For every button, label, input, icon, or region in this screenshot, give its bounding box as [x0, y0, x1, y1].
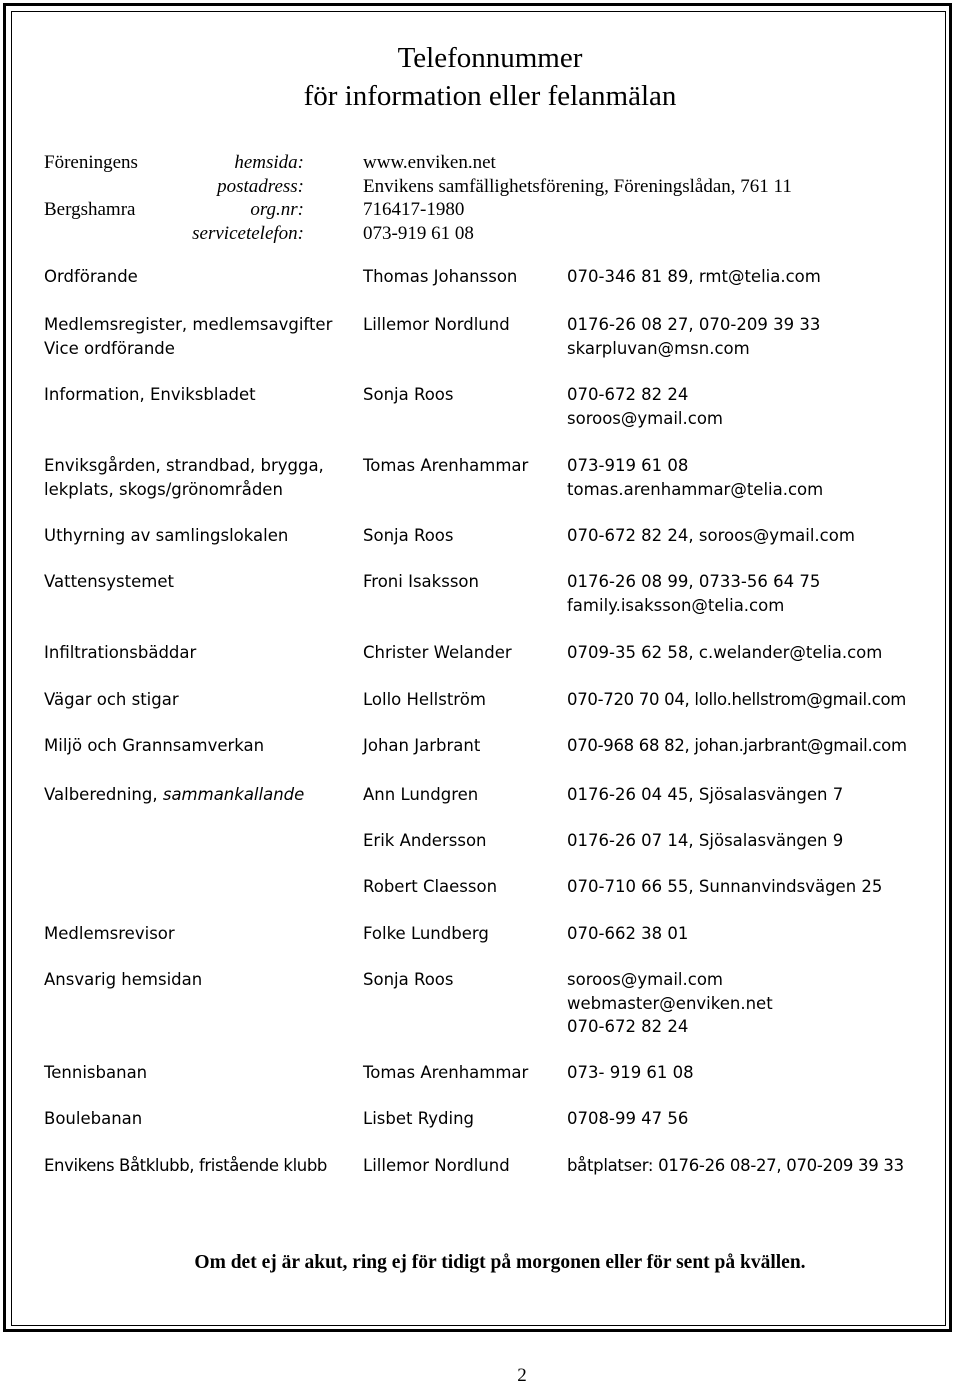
contact-info: 0709-35 62 58, c.welander@telia.com [567, 643, 883, 662]
contact-role: Enviksgården, strandbad, brygga, [44, 456, 324, 475]
contact-name: Johan Jarbrant [363, 736, 481, 755]
contact-role: Vägar och stigar [44, 690, 179, 709]
contact-name: Robert Claesson [363, 877, 498, 896]
contact-name: Froni Isaksson [363, 572, 479, 591]
contact-email: webmaster@enviken.net [567, 994, 773, 1013]
contact-email: soroos@ymail.com [567, 970, 724, 989]
contact-name: Sonja Roos [363, 385, 454, 404]
contact-info: 0176-26 07 14, Sjösalasvängen 9 [567, 831, 844, 850]
contact-email: skarpluvan@msn.com [567, 339, 750, 358]
field-value-org-number: 716417-1980 [363, 199, 465, 220]
contact-info: 073-919 61 08 [567, 456, 689, 475]
field-value-postal-address: Envikens samfällighetsförening, Föreningslådan, 761 11 [363, 176, 792, 197]
contact-role [44, 787, 304, 804]
field-label-service-phone: servicetelefon: [192, 223, 304, 244]
contact-info: 070-672 82 24 [567, 385, 689, 404]
contact-info: 070-968 68 82, johan.jarbrant@gmail.com [567, 736, 907, 755]
contact-role-secondary: lekplats, skogs/grönområden [44, 480, 283, 499]
contact-role: Envikens Båtklubb, fristående klubb [44, 1156, 327, 1175]
field-label-website: hemsida: [234, 152, 304, 173]
contact-name: Ann Lundgren [363, 785, 479, 804]
contact-name: Tomas Arenhammar [363, 456, 529, 475]
contact-info: 070-710 66 55, Sunnanvindsvägen 25 [567, 877, 883, 896]
contact-name: Folke Lundberg [363, 924, 489, 943]
contact-name: Thomas Johansson [363, 267, 518, 286]
contact-info: 0176-26 08 27, 070-209 39 33 [567, 315, 821, 334]
contact-name: Lisbet Ryding [363, 1109, 475, 1128]
contact-email: soroos@ymail.com [567, 409, 724, 428]
page-number: 2 [517, 1365, 527, 1386]
contact-name: Christer Welander [363, 643, 512, 662]
contact-role: Information, Enviksbladet [44, 385, 256, 404]
contact-name: Lillemor Nordlund [363, 1156, 510, 1175]
contact-role: Medlemsregister, medlemsavgifter [44, 315, 333, 334]
association-name-line2: Bergshamra [44, 199, 136, 220]
contact-name: Sonja Roos [363, 970, 454, 989]
field-value-service-phone: 073-919 61 08 [363, 223, 474, 244]
contact-name: Lillemor Nordlund [363, 315, 510, 334]
contact-role: Medlemsrevisor [44, 924, 175, 943]
contact-info: 0708-99 47 56 [567, 1109, 689, 1128]
contact-info: båtplatser: 0176-26 08-27, 070-209 39 33 [567, 1156, 904, 1175]
contact-role: Uthyrning av samlingslokalen [44, 526, 289, 545]
contact-role: Tennisbanan [44, 1063, 148, 1082]
contact-email: tomas.arenhammar@telia.com [567, 480, 824, 499]
page-title: Telefonnummer [397, 42, 583, 74]
contact-role: Infiltrationsbäddar [44, 643, 197, 662]
contact-role: Boulebanan [44, 1109, 143, 1128]
contact-name: Sonja Roos [363, 526, 454, 545]
association-name-line1: Föreningens [44, 152, 138, 173]
contact-phone: 070-672 82 24 [567, 1017, 689, 1036]
contact-email: family.isaksson@telia.com [567, 596, 785, 615]
field-label-postal-address: postadress: [217, 176, 304, 197]
field-label-org-number: org.nr: [250, 199, 304, 220]
contact-name: Erik Andersson [363, 831, 487, 850]
contact-role-secondary: Vice ordförande [44, 339, 175, 358]
page-subtitle: för information eller felanmälan [303, 80, 677, 112]
contact-role-text: Valberedning, [44, 785, 163, 804]
contact-name: Lollo Hellström [363, 690, 486, 709]
contact-role-italic: sammankallande [162, 785, 305, 804]
contact-name: Tomas Arenhammar [363, 1063, 529, 1082]
contact-role: Ordförande [44, 267, 138, 286]
contact-info: 073- 919 61 08 [567, 1063, 694, 1082]
contact-role: Vattensystemet [44, 572, 174, 591]
field-value-website[interactable]: www.enviken.net [363, 152, 496, 173]
contact-role: Miljö och Grannsamverkan [44, 736, 265, 755]
contact-info: 0176-26 08 99, 0733-56 64 75 [567, 572, 821, 591]
contact-role: Ansvarig hemsidan [44, 970, 203, 989]
contact-info: 070-672 82 24, soroos@ymail.com [567, 526, 855, 545]
contact-info: 070-346 81 89, rmt@telia.com [567, 267, 821, 286]
contact-info: 0176-26 04 45, Sjösalasvängen 7 [567, 785, 844, 804]
footer-note: Om det ej är akut, ring ej för tidigt på morgonen eller för sent på kvällen. [194, 1252, 806, 1273]
contact-info: 070-662 38 01 [567, 924, 689, 943]
contact-info: 070-720 70 04, lollo.hellstrom@gmail.com [567, 690, 907, 709]
